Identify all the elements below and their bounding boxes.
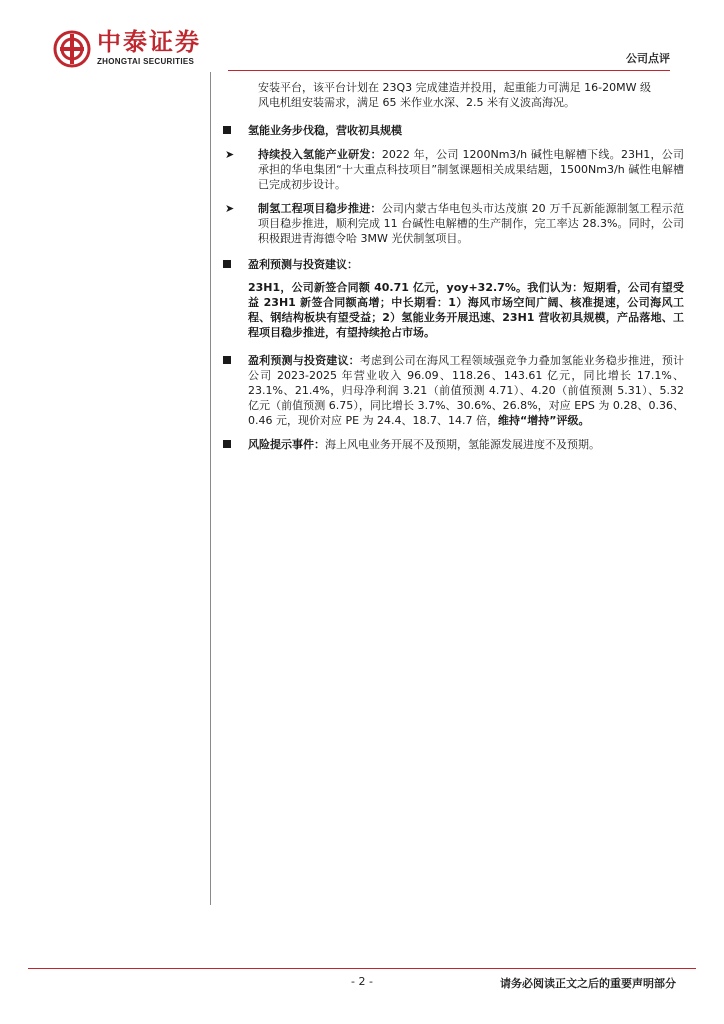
section-valuation-title: 盈利预测与投资建议： [248, 354, 360, 367]
section-square-icon [223, 260, 231, 268]
logo-text-en: ZHONGTAI SECURITIES [97, 57, 195, 66]
bullet-project [218, 201, 684, 246]
section-forecast-title-text: 盈利预测与投资建议： [248, 258, 358, 271]
section-hydrogen-title [218, 123, 684, 138]
report-type-label: 公司点评 [626, 52, 670, 65]
footer-divider [28, 968, 696, 969]
section-square-icon [223, 356, 231, 364]
bullet-project-title: 制氢工程项目稳步推进： [258, 202, 382, 215]
section-square-icon [223, 440, 231, 448]
company-logo [53, 28, 223, 72]
section-hydrogen-title-text: 氢能业务步伐稳，营收初具规模 [248, 124, 402, 137]
section-square-icon [223, 126, 231, 134]
bullet-rnd-text: 2022 年，公司 1200Nm3/h 碱性电解槽下线。23H1，公司承担的华电集团“十大重点科技项目”制氢课题相关成果结题，1500Nm3/h 碱性电解槽已完成初步设计。 [258, 148, 685, 191]
bullet-rnd-title: 持续投入氢能产业研发： [258, 148, 382, 161]
report-body [218, 80, 684, 452]
page-number: - 2 - [351, 975, 373, 988]
disclaimer-text: 请务必阅读正文之后的重要声明部分 [500, 977, 676, 990]
zhongtai-logo-icon [53, 30, 91, 68]
intro-line-2: 风电机组安装需求，满足 65 米作业水深、2.5 米有义波高海况。 [258, 96, 575, 109]
rating-text: 维持“增持”评级。 [498, 414, 590, 427]
header-divider [228, 70, 670, 71]
arrow-bullet-icon: ➤ [225, 202, 235, 215]
section-risk-title: 风险提示事件： [248, 438, 325, 451]
bullet-project-text: 公司内蒙古华电包头市达茂旗 20 万千瓦新能源制氢工程示范项目稳步推进，顺利完成 11 台碱性电解槽的生产制作，完工率达 28.3%。同时，公司积极跟进青海德令哈 3MW 光伏制氢项目。 [258, 202, 685, 245]
section-valuation-text: 考虑到公司在海风工程领域强竞争力叠加氢能业务稳步推进，预计公司 2023-2025 年营业收入 96.09、118.26、143.61 亿元，同比增长 17.1%、23.1%、21.4%，归母净利润 3.21（前值预测 4.71）、4.20（前值预测 5.31）、5.32 亿元（前值预测 6.75），同比增长 3.7%、30.6%、26.8%，对应 EPS 为 0.28、0.36、0.46 元，现价对应 PE 为 24.4、18.7、14.7 倍， [248, 354, 684, 427]
section-risk-text: 海上风电业务开展不及预期，氢能源发展进度不及预期。 [325, 438, 600, 451]
section-risk [218, 437, 684, 452]
bullet-rnd [218, 147, 684, 192]
logo-text-cn: 中泰证券 [97, 28, 201, 56]
left-margin-rule [210, 72, 211, 905]
arrow-bullet-icon: ➤ [225, 148, 235, 161]
intro-line-1: 安装平台，该平台计划在 23Q3 完成建造并投用，起重能力可满足 16-20MW 级 [258, 81, 651, 94]
summary-paragraph: 23H1，公司新签合同额 40.71 亿元，yoy+32.7%。我们认为：短期看，公司有望受益 23H1 新签合同额高增；中长期看：1）海风市场空间广阔、核准提速，公司海风工程、钢结构板块有望受益；2）氢能业务开展迅速、23H1 营收初具规模，产品落地、工程项目稳步推进，有望持续抢占市场。 [248, 281, 684, 339]
section-valuation [218, 353, 684, 428]
section-forecast-title [218, 257, 684, 272]
